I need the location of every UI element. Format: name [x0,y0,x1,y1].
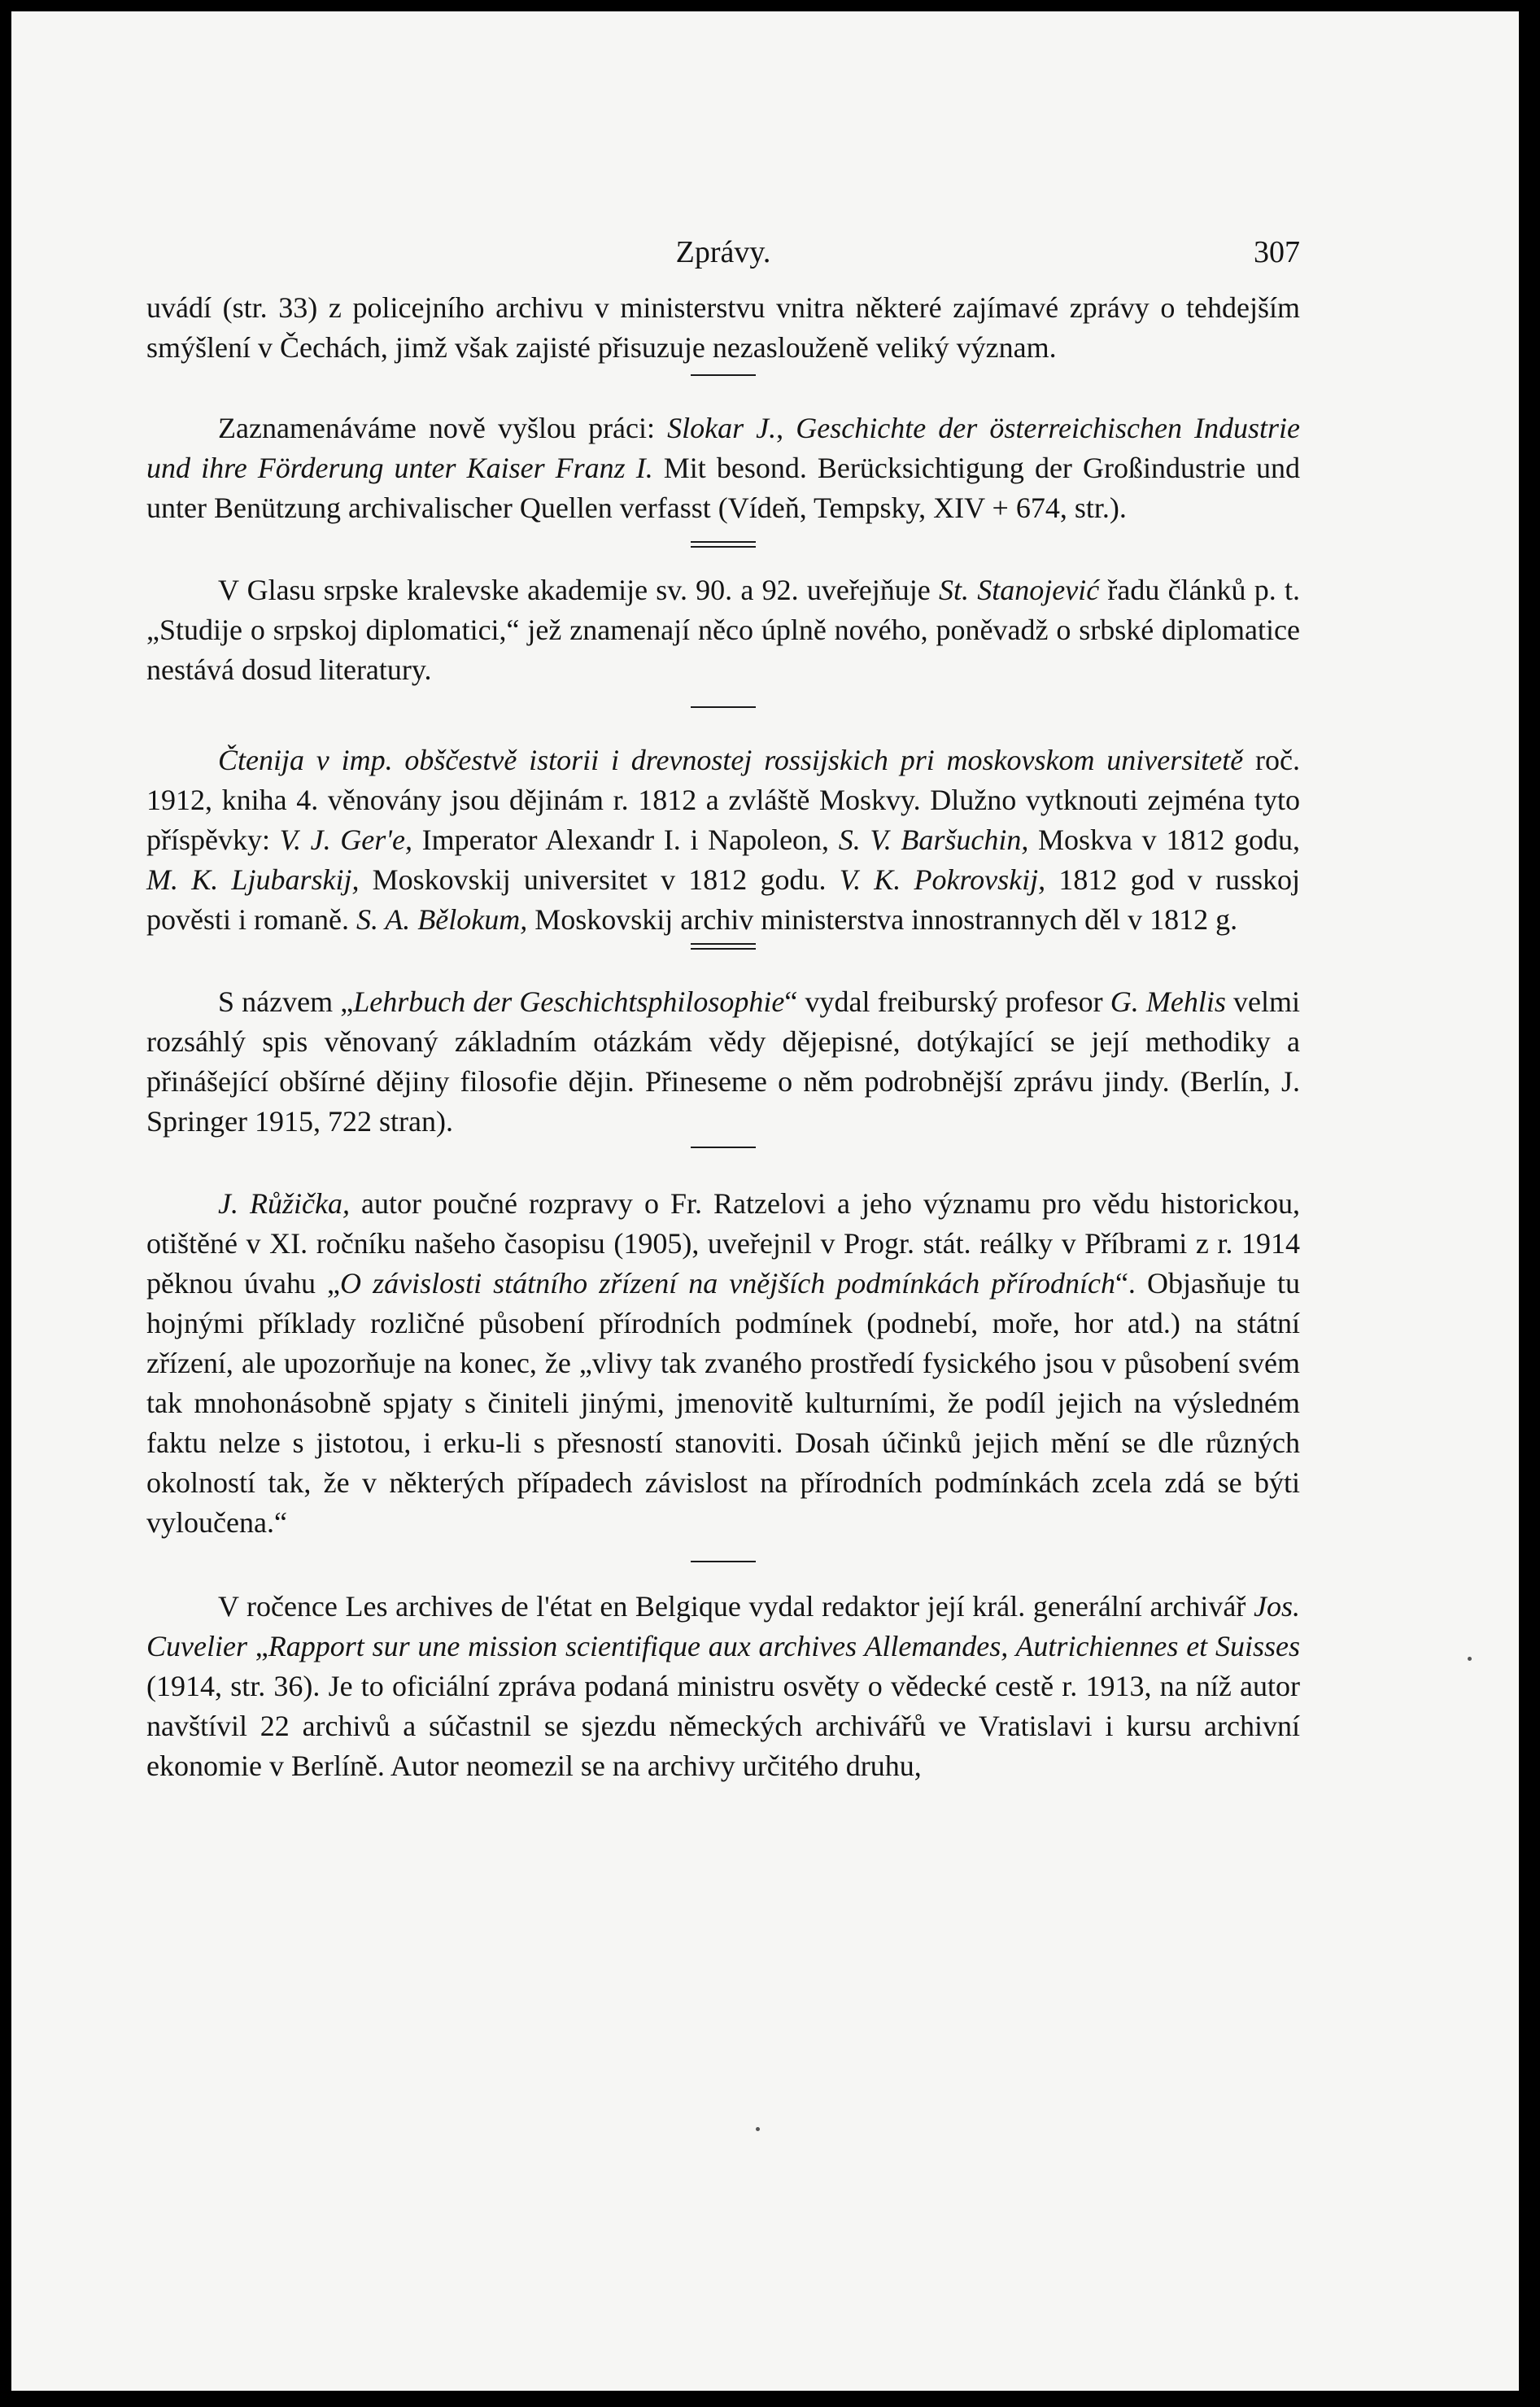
paragraph-4-author-3: M. K. Ljubarskij, [146,863,360,896]
paragraph-4-author-2: S. V. Baršuchin, [838,823,1029,856]
paragraph-6-title: O závislosti státního zřízení na vnějších podmínkách přírodních [340,1267,1115,1300]
paragraph-7 [146,1587,1300,1786]
paragraph-6-author: J. Růžička, [218,1187,350,1220]
paragraph-7-text-3: (1914, str. 36). Je to oficiální zpráva podaná ministru osvěty o vědecké cestě r. 1913, na níž autor navštívil 22 archivů a súčastnil se sjezdu německých archivářů ve Vratislavi i kursu archivní ekonomie v Berlíně. Autor neomezil se na archivy určitého druhu, [146,1670,1300,1782]
paragraph-5-rest: velmi rozsáhlý spis věnovaný základním otázkám vědy dějepisné, dotýkající se její methodiky a přinášející obšírné dějiny filosofie dějin. Přineseme o něm podrobnější zprávu jindy. (Berlín, J. Springer 1915, 722 stran). [146,985,1301,1138]
article-body [146,215,1300,1786]
paragraph-4-author-1: V. J. Ger'e, [279,823,412,856]
paragraph-4-title: Čtenija v imp. obščestvě istorii i drevnostej rossijskich pri moskovskom universitetě [218,744,1244,776]
paragraph-6 [146,1184,1300,1543]
paragraph-6-text-1: autor poučné rozpravy o Fr. Ratzelovi a jeho významu pro vědu historickou, otištěné v XI. ročníku našeho časopisu (1905), uveřejnil v Progr. stát. reálky v Příbrami z r. 1914 pěknou úvahu „ [146,1187,1301,1300]
paragraph-2-rest: Mit besond. Berücksichtigung der Großindustrie und unter Benützung archivalischer Quellen verfasst (Vídeň, Tempsky, XIV + 674, str.). [146,452,1301,524]
paragraph-7-text-1: V ročence Les archives de l'état en Belgique vydal redaktor její král. generální archivář [218,1590,1254,1623]
paragraph-5-title: Lehrbuch der Geschichtsphilosophie [353,985,785,1018]
paragraph-4-text-5: 1812 god v russkoj pověsti i romaně. [146,863,1300,936]
paragraph-4 [146,740,1300,940]
paragraph-4-text-6: Moskovskij archiv ministerstva innostrannych děl v 1812 g. [527,903,1238,936]
paragraph-2-title: Geschichte der österreichischen Industrie und ihre Förderung unter Kaiser Franz I. [146,412,1301,484]
running-head [146,215,1300,288]
separator-rule [691,706,756,708]
paragraph-3-author: St. Stanojević [939,574,1100,606]
paragraph-3-lead: V Glasu srpske kralevske akademije sv. 90. a 92. uveřejňuje [218,574,939,606]
paragraph-1 [146,288,1300,368]
paragraph-4-text-1: roč. 1912, kniha 4. věnovány jsou dějinám r. 1812 a zvláště Moskvy. Dlužno vytknouti zejména tyto příspěvky: [146,744,1300,856]
document-page [11,11,1519,2391]
paragraph-1-text: uvádí (str. 33) z policejního archivu v ministerstvu vnitra některé zajímavé zprávy o tehdejším smýšlení v Čechách, jimž však zajisté přisuzuje nezaslouženě veliký význam. [146,291,1300,364]
paragraph-7-text-2: „ [246,1630,268,1662]
paragraph-2-sep: , [776,412,796,444]
paragraph-2-lead: Zaznamenáváme nově vyšlou práci: [218,412,668,444]
paragraph-7-author: Jos. Cuvelier [146,1590,1300,1662]
scan-speck [1468,1657,1472,1661]
paragraph-4-text-3: Moskva v 1812 godu, [1028,823,1300,856]
paragraph-4-text-2: Imperator Alexandr I. i Napoleon, [412,823,839,856]
double-separator-rule [691,541,756,548]
double-separator-rule [691,943,756,950]
paragraph-7-title: Rapport sur une mission scientifique aux archives Allemandes, Autrichiennes et Suisses [268,1630,1300,1662]
paragraph-4-author-5: S. A. Bělokum, [356,903,528,936]
separator-rule [691,1561,756,1562]
paragraph-5-mid: “ vydal freiburský profesor [784,985,1110,1018]
running-title: Zprávy. [675,235,771,269]
paragraph-4-text-4: Moskovskij universitet v 1812 godu. [359,863,840,896]
paragraph-3-rest: řadu článků p. t. „Studije o srpskoj diplomatici,“ jež znamenají něco úplně nového, poněvadž o srbské diplomatice nestává dosud literatury. [146,574,1300,686]
page-number: 307 [1254,235,1300,269]
paragraph-3 [146,570,1300,690]
paragraph-6-text-2: “. Objasňuje tu hojnými příklady rozličné působení přírodních podmínek (podnebí, moře, hor atd.) na státní zřízení, ale upozorňuje na konec, že „vlivy tak zvaného prostředí fysického jsou v působení svém tak mnohonásobně spjaty s činiteli jinými, jmenovitě kulturními, že podíl jejich na výsledném faktu nelze s jistotou, i erku-li s přesností stanoviti. Dosah účinků jejich mění se dle různých okolností tak, že v některých případech závislost na přírodních podmínkách zcela zdá se býti vyloučena.“ [146,1267,1300,1539]
paragraph-4-author-4: V. K. Pokrovskij, [839,863,1046,896]
paragraph-2 [146,408,1300,528]
separator-rule [691,1147,756,1148]
scan-speck [756,2127,760,2131]
separator-rule [691,374,756,376]
paragraph-2-author: Slokar J. [667,412,777,444]
paragraph-5 [146,982,1300,1142]
paragraph-5-author: G. Mehlis [1110,985,1226,1018]
paragraph-5-lead: S názvem „ [218,985,354,1018]
